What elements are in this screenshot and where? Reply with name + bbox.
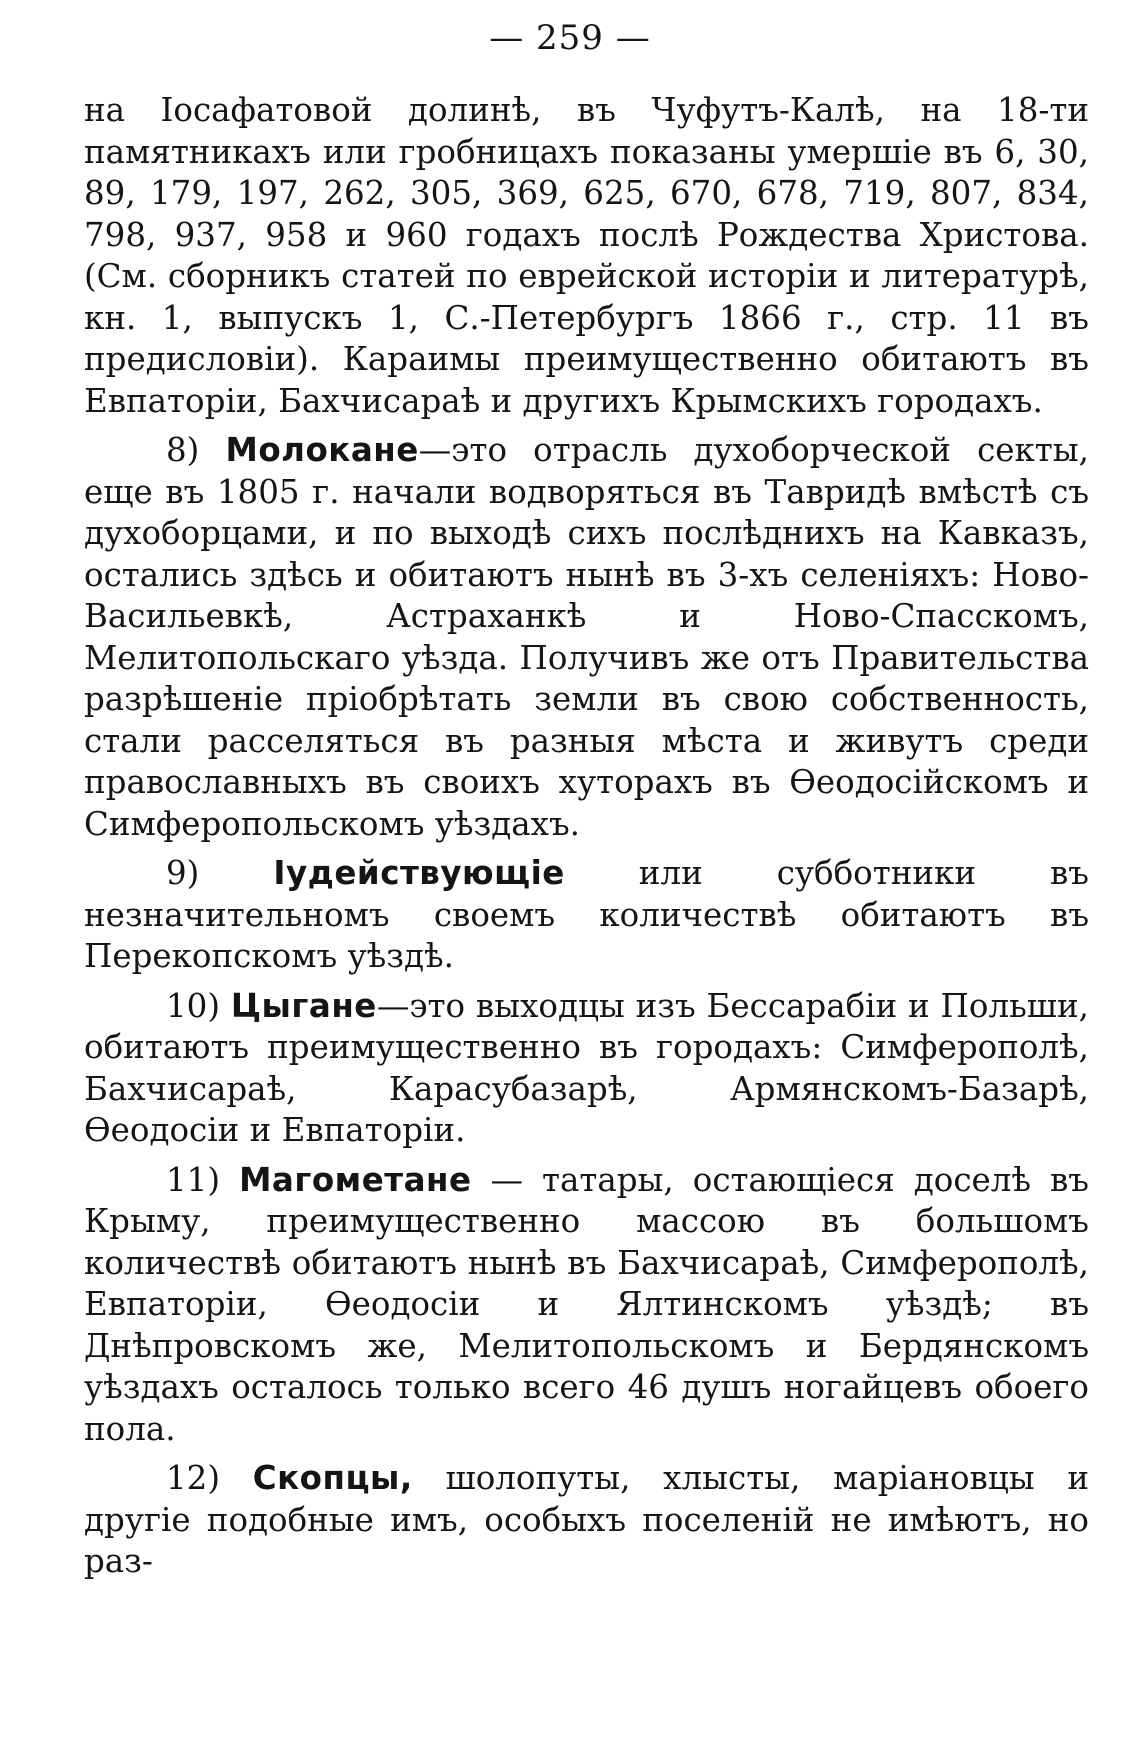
paragraph-iudeistvuyushchie bbox=[84, 853, 1089, 978]
paragraph-body: —это отрасль духоборческой секты, еще въ 1805 г. начали водворяться въ Тавридѣ вмѣстѣ съ духоборцами, и по выходѣ сихъ послѣднихъ на Кавказъ, остались здѣсь и обитаютъ нынѣ въ 3-хъ селеніяхъ: Ново-Васильевкѣ, Астраханкѣ и Ново-Спасскомъ, Мелитопольскаго уѣзда. Получивъ же отъ Правительства разрѣшеніе пріобрѣтать земли въ свою собственность, стали расселяться въ разныя мѣста и живутъ среди православныхъ въ своихъ хуторахъ въ Ѳеодосійскомъ и Симферопольскомъ уѣздахъ. bbox=[84, 431, 1089, 843]
page-number: — 259 — bbox=[489, 18, 651, 58]
paragraph-body: — татары, остающіеся доселѣ въ Крыму, преимущественно массою въ большомъ количествѣ обитаютъ нынѣ въ Бахчисараѣ, Симферополѣ, Евпаторіи, Ѳеодосіи и Ялтинскомъ уѣздѣ; въ Днѣпровскомъ же, Мелитопольскомъ и Бердянскомъ уѣздахъ осталось только всего 46 душъ ногайцевъ обоего пола. bbox=[84, 1160, 1089, 1448]
paragraph-body: —это выходцы изъ Бессарабіи и Польши, обитаютъ преимущественно въ городахъ: Симферополѣ, Бахчисараѣ, Карасубазарѣ, Армянскомъ-Базарѣ, Ѳеодосіи и Евпаторіи. bbox=[84, 986, 1089, 1149]
paragraph-tsygane bbox=[84, 986, 1089, 1152]
term-skoptsy: Скопцы, bbox=[252, 1459, 413, 1497]
paragraph-skoptsy bbox=[84, 1458, 1089, 1583]
term-tsygane: Цыгане bbox=[230, 986, 377, 1025]
paragraph-molokane bbox=[84, 430, 1089, 845]
term-magometane: Магометане bbox=[239, 1160, 472, 1199]
paragraph-karaites-continuation: на Іосафатовой долинѣ, въ Чуфутъ-Калѣ, на 18-ти памятникахъ или гробницахъ показаны умершіе въ 6, 30, 89, 179, 197, 262, 305, 369, 625, 670, 678, 719, 807, 834, 798, 937, 958 и 960 годахъ послѣ Рождества Христова. (См. сборникъ статей по еврейской исторіи и литературѣ, кн. 1, выпускъ 1, С.-Петербургъ 1866 г., стр. 11 въ предисловіи). Караимы преимущественно обитаютъ въ Евпаторіи, Бахчисараѣ и другихъ Крымскихъ городахъ. bbox=[84, 91, 1089, 420]
paragraph-magometane bbox=[84, 1160, 1089, 1451]
term-molokane: Молокане bbox=[225, 431, 419, 469]
paragraph-body: или субботники въ незначительномъ своемъ количествѣ обитаютъ въ Перекопскомъ уѣздѣ. bbox=[84, 854, 1089, 975]
page-text bbox=[84, 90, 1089, 1583]
item-number: 12) bbox=[166, 1459, 221, 1497]
item-number: 11) bbox=[166, 1160, 221, 1199]
paragraph-body: шолопуты, хлысты, маріановцы и другіе подобные имъ, особыхъ поселеній не имѣютъ, но раз- bbox=[84, 1459, 1089, 1580]
item-number: 9) bbox=[166, 854, 200, 892]
item-number: 10) bbox=[166, 986, 221, 1025]
item-number: 8) bbox=[166, 431, 200, 469]
term-iudeistvuyushchie: Іудействующіе bbox=[273, 854, 565, 892]
